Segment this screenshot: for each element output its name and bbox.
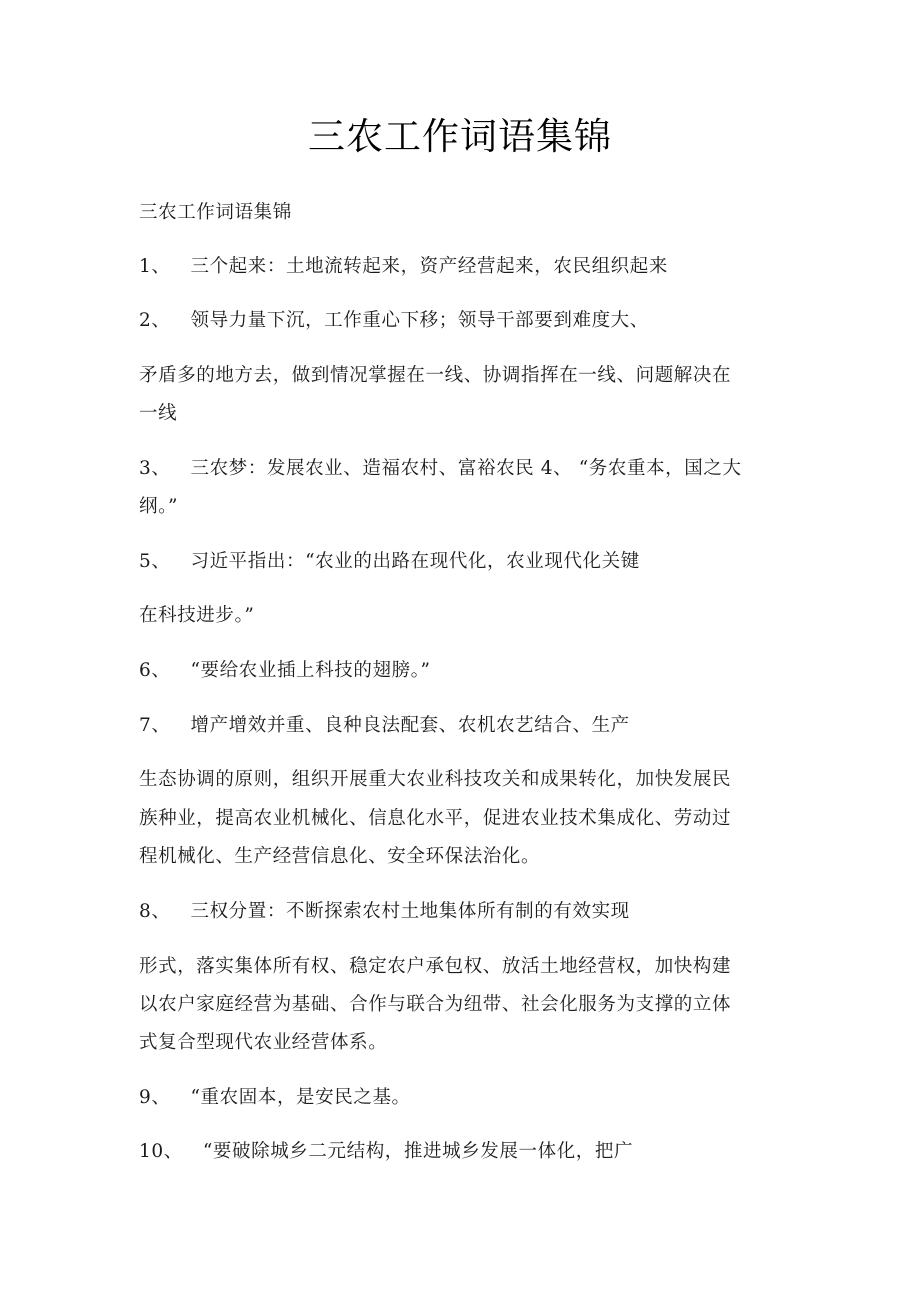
paragraph-line: 形式，落实集体所有权、稳定农户承包权、放活土地经营权，加快构建 <box>139 956 732 977</box>
item-number: 6、 <box>139 660 171 681</box>
list-item <box>139 255 789 279</box>
item-text: 习近平指出：“农业的出路在现代化，农业现代化关键 <box>190 551 640 572</box>
paragraph-line: 一线 <box>139 403 178 424</box>
item-text: 领导力量下沉，工作重心下移；领导干部要到难度大、 <box>190 310 649 331</box>
item-text: 增产增效并重、良种良法配套、农机农艺结合、生产 <box>190 715 630 736</box>
list-item <box>139 659 789 683</box>
document-title: 三农工作词语集锦 <box>308 115 612 158</box>
list-item <box>139 900 789 924</box>
item-text: 三农梦：发展农业、造福农村、富裕农民 4、 “务农重本，国之大 <box>190 458 742 479</box>
paragraph-line: 以农户家庭经营为基础、合作与联合为纽带、社会化服务为支撑的立体 <box>139 994 732 1015</box>
paragraph-line: 纲。” <box>139 496 179 517</box>
paragraph-line: 族种业，提高农业机械化、信息化水平，促进农业技术集成化、劳动过 <box>139 808 732 829</box>
item-text: 三权分置：不断探索农村土地集体所有制的有效实现 <box>190 901 630 922</box>
item-text: 三个起来：土地流转起来，资产经营起来，农民组织起来 <box>190 256 668 277</box>
item-text: “要给农业插上科技的翅膀。” <box>190 660 431 681</box>
list-item <box>139 309 789 333</box>
item-number: 5、 <box>139 551 171 572</box>
paragraph-line: 矛盾多的地方去，做到情况掌握在一线、协调指挥在一线、问题解决在 <box>139 365 732 386</box>
item-number: 7、 <box>139 715 171 736</box>
item-number: 10、 <box>139 1141 183 1162</box>
item-text: “重农固本，是安民之基。 <box>190 1087 411 1108</box>
paragraph-line: 生态协调的原则，组织开展重大农业科技攻关和成果转化，加快发展民 <box>139 769 732 790</box>
list-item <box>139 550 789 574</box>
item-number: 1、 <box>139 256 171 277</box>
item-text: “要破除城乡二元结构，推进城乡发展一体化，把广 <box>202 1141 634 1162</box>
item-number: 9、 <box>139 1087 171 1108</box>
list-item <box>139 457 789 481</box>
paragraph-line: 程机械化、生产经营信息化、安全环保法治化。 <box>139 846 541 867</box>
item-number: 2、 <box>139 310 171 331</box>
item-number: 3、 <box>139 458 171 479</box>
list-item <box>139 1140 789 1164</box>
list-item <box>139 1086 789 1110</box>
list-item <box>139 714 789 738</box>
paragraph-line: 在科技进步。” <box>139 605 255 626</box>
item-number: 8、 <box>139 901 171 922</box>
document-subtitle: 三农工作词语集锦 <box>139 202 292 223</box>
paragraph-line: 式复合型现代农业经营体系。 <box>139 1032 388 1053</box>
